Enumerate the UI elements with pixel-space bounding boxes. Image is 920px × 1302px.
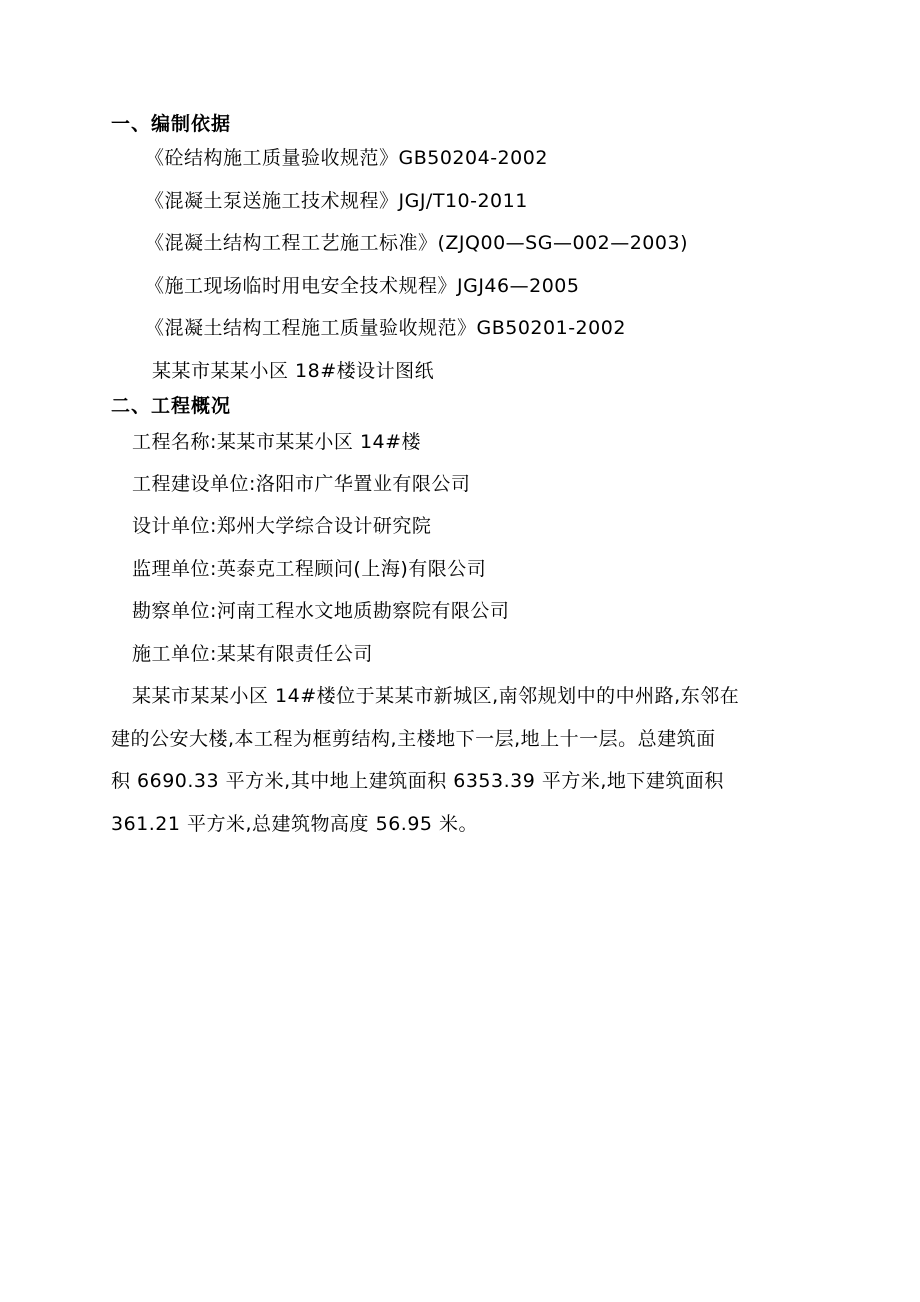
overview-paragraph-line: 361.21 平方米,总建筑物高度 56.95 米。 [111,813,479,835]
supervision-unit: 监理单位:英泰克工程顾问(上海)有限公司 [132,558,487,580]
reference-item: 《混凝土结构工程工艺施工标准》(ZJQ00—SG—002—2003) [145,232,688,254]
section-heading-overview: 二、工程概况 [111,395,232,417]
survey-unit: 勘察单位:河南工程水文地质勘察院有限公司 [132,600,510,622]
reference-item: 某某市某某小区 18#楼设计图纸 [152,360,435,382]
reference-item: 《施工现场临时用电安全技术规程》JGJ46—2005 [145,275,580,297]
reference-item: 《混凝土结构工程施工质量验收规范》GB50201-2002 [145,317,626,339]
reference-item: 《混凝土泵送施工技术规程》JGJ/T10-2011 [145,190,528,212]
overview-paragraph-line: 积 6690.33 平方米,其中地上建筑面积 6353.39 平方米,地下建筑面积 [111,770,724,792]
construction-unit: 施工单位:某某有限责任公司 [132,643,373,665]
overview-paragraph-line: 建的公安大楼,本工程为框剪结构,主楼地下一层,地上十一层。总建筑面 [111,728,716,750]
section-heading-basis: 一、编制依据 [111,113,232,135]
design-unit: 设计单位:郑州大学综合设计研究院 [132,515,432,537]
reference-item: 《砼结构施工质量验收规范》GB50204-2002 [145,147,548,169]
overview-paragraph-line: 某某市某某小区 14#楼位于某某市新城区,南邻规划中的中州路,东邻在 [132,685,740,707]
project-name: 工程名称:某某市某某小区 14#楼 [132,431,422,453]
construction-owner: 工程建设单位:洛阳市广华置业有限公司 [132,473,471,495]
